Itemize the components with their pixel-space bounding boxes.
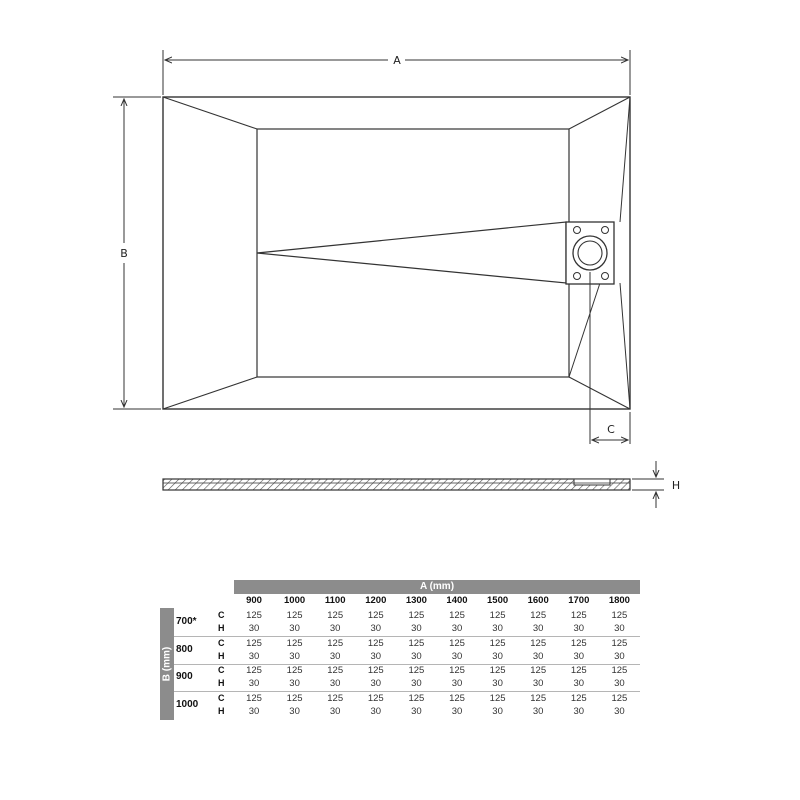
tray-inner-basin	[257, 129, 569, 377]
corner-slope-bl	[163, 377, 257, 409]
table-a-header: A (mm)	[234, 580, 640, 594]
table-cell-h: 30	[492, 623, 503, 634]
table-cell-h: 30	[573, 705, 585, 717]
table-row-c-label: C	[218, 665, 225, 675]
table-row-h-label: H	[218, 650, 225, 661]
table-cell-h: 30	[411, 650, 422, 662]
size-specification-table	[160, 580, 640, 720]
table-column-header: 1500	[487, 595, 509, 606]
table-column-header: 900	[246, 595, 262, 606]
drain-slope-lower	[620, 283, 630, 409]
table-cell-h: 30	[614, 650, 625, 662]
table-cell-h: 30	[329, 678, 341, 689]
table-column-header: 1300	[405, 595, 427, 606]
table-cell-c: 125	[327, 665, 344, 676]
table-cell-h: 30	[329, 705, 341, 717]
table-cell-c: 125	[408, 637, 425, 649]
table-row-b-value: 800	[176, 643, 193, 655]
table-row-h-label: H	[218, 678, 225, 688]
table-cell-h: 30	[411, 705, 422, 717]
table-cell-c: 125	[327, 692, 344, 704]
table-cell-c: 125	[570, 692, 587, 704]
tray-outer-outline	[163, 97, 630, 409]
table-cell-h: 30	[451, 623, 463, 634]
table-column-header: 1000	[284, 595, 306, 606]
table-cell-h: 30	[614, 623, 625, 634]
table-row-b-value: 700*	[176, 616, 197, 627]
table-column-header: 1200	[365, 595, 387, 606]
table-cell-c: 125	[530, 665, 547, 676]
table-cell-c: 125	[449, 692, 465, 704]
profile-drain	[574, 479, 610, 485]
table-cell-h: 30	[370, 678, 382, 689]
table-cell-c: 125	[367, 637, 384, 649]
table-cell-c: 125	[570, 665, 587, 676]
tray-plan-view	[163, 97, 630, 409]
table-cell-c: 125	[286, 692, 303, 704]
table-cell-c: 125	[408, 610, 425, 621]
table-cell-h: 30	[492, 678, 503, 689]
table-row-h-label: H	[218, 705, 225, 716]
table-cell-h: 30	[614, 705, 625, 717]
dimension-a-label: A	[393, 54, 401, 67]
table-cell-h: 30	[614, 678, 625, 689]
table-cell-c: 125	[570, 637, 587, 649]
table-cell-h: 30	[248, 705, 260, 717]
table-cell-h: 30	[532, 705, 544, 717]
table-cell-h: 30	[289, 623, 300, 634]
table-cell-c: 125	[327, 610, 344, 621]
table-cell-c: 125	[611, 637, 628, 649]
table-cell-h: 30	[573, 623, 585, 634]
table-cell-h: 30	[370, 650, 382, 662]
table-cell-c: 125	[367, 610, 384, 621]
table-cell-c: 125	[489, 665, 506, 676]
table-cell-c: 125	[611, 610, 628, 621]
table-cell-h: 30	[411, 678, 422, 689]
table-column-header: 1800	[608, 595, 630, 606]
table-cell-c: 125	[367, 665, 384, 676]
dimension-b-label: B	[120, 247, 128, 260]
table-cell-h: 30	[451, 678, 463, 689]
table-cell-c: 125	[530, 692, 547, 704]
table-cell-h: 30	[248, 623, 260, 634]
table-cell-h: 30	[289, 650, 300, 662]
table-cell-h: 30	[573, 650, 585, 662]
dimension-c	[590, 272, 630, 444]
table-cell-c: 125	[246, 692, 262, 704]
table-cell-h: 30	[289, 705, 300, 717]
table-row-b-value: 900	[176, 671, 193, 682]
table-cell-c: 125	[408, 665, 425, 676]
table-column-header: 1400	[446, 595, 468, 606]
table-column-header: 1600	[527, 595, 549, 606]
table-b-header-label: B (mm)	[161, 646, 173, 682]
table-cell-c: 125	[367, 692, 384, 704]
table-cell-h: 30	[248, 678, 260, 689]
table-cell-c: 125	[327, 637, 344, 649]
table-row-h-label: H	[218, 623, 225, 633]
table-cell-c: 125	[611, 692, 628, 704]
table-cell-c: 125	[489, 637, 506, 649]
table-cell-h: 30	[248, 650, 260, 662]
table-cell-c: 125	[489, 610, 506, 621]
drain-slope-upper	[620, 97, 630, 222]
table-b-header	[160, 608, 174, 720]
table-cell-h: 30	[492, 650, 503, 662]
table-cell-c: 125	[570, 610, 587, 621]
table-row-c-label: C	[218, 692, 225, 703]
corner-slope-tr	[569, 97, 630, 129]
table-cell-h: 30	[329, 650, 341, 662]
table-cell-c: 125	[246, 665, 262, 676]
drain-channel-wedge	[257, 222, 566, 283]
table-cell-h: 30	[329, 623, 341, 634]
table-cell-c: 125	[246, 637, 262, 649]
table-cell-h: 30	[289, 678, 300, 689]
table-row-c-label: C	[218, 637, 225, 648]
table-row-c-label: C	[218, 610, 225, 620]
table-cell-c: 125	[449, 610, 465, 621]
table-cell-c: 125	[611, 665, 628, 676]
table-cell-h: 30	[492, 705, 503, 717]
table-cell-c: 125	[449, 637, 465, 649]
table-cell-h: 30	[532, 678, 544, 689]
table-cell-c: 125	[489, 692, 506, 704]
corner-slope-tl	[163, 97, 257, 129]
table-cell-h: 30	[370, 705, 382, 717]
drain-slope-inner	[569, 283, 600, 377]
table-column-header: 1100	[324, 595, 346, 606]
table-cell-h: 30	[451, 650, 463, 662]
table-cell-c: 125	[408, 692, 425, 704]
table-cell-c: 125	[449, 665, 465, 676]
table-cell-c: 125	[286, 665, 303, 676]
table-cell-h: 30	[532, 650, 544, 662]
table-cell-h: 30	[411, 623, 422, 634]
profile-body	[163, 479, 630, 490]
table-cell-c: 125	[286, 610, 303, 621]
table-cell-h: 30	[532, 623, 544, 634]
corner-slope-br	[569, 377, 630, 409]
table-cell-h: 30	[370, 623, 382, 634]
table-cell-c: 125	[530, 610, 547, 621]
table-cell-c: 125	[286, 637, 303, 649]
table-row-b-value: 1000	[176, 698, 199, 710]
table-cell-c: 125	[530, 637, 547, 649]
table-column-header: 1700	[568, 595, 590, 606]
dimension-h	[632, 461, 664, 508]
tray-side-profile	[163, 479, 630, 490]
dimension-h-label: H	[671, 479, 681, 492]
table-cell-h: 30	[573, 678, 585, 689]
table-cell-h: 30	[451, 705, 463, 717]
table-cell-c: 125	[246, 610, 262, 621]
dimension-c-label: C	[607, 423, 615, 436]
